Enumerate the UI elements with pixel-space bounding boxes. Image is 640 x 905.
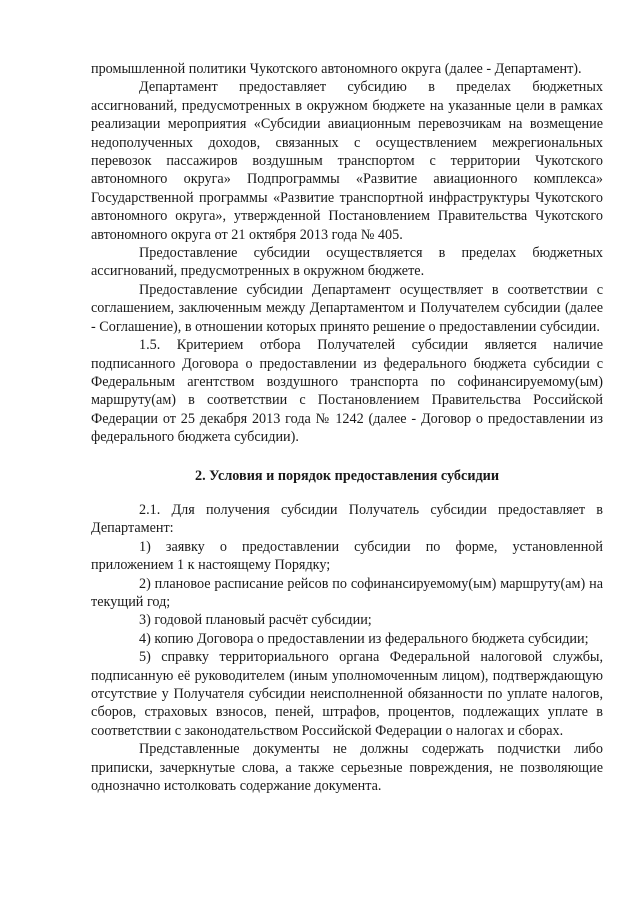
paragraph-subsidy-limits: Предоставление субсидии осуществляется в пределах бюджетных ассигнований, предусмотренных в окружном бюджете. <box>91 245 603 280</box>
paragraph-criterion-1-5: 1.5. Критерием отбора Получателей субсидии является наличие подписанного Договора о предоставлении из федерального бюджета субсидии с Федеральным агентством воздушного транспорта по софинансируемому(ым) маршруту(ам) в соответствии с Постановлением Правительства Российской Федерации от 25 декабря 2013 года № 1242 (далее - Договор о предоставлении из федерального бюджета субсидии). <box>91 337 603 446</box>
list-item-schedule: 2) плановое расписание рейсов по софинансируемому(ым) маршруту(ам) на текущий год; <box>91 575 603 610</box>
section-heading: 2. Условия и порядок предоставления субсидии <box>194 467 500 484</box>
paragraph-department-definition: промышленной политики Чукотского автономного округа (далее - Департамент). <box>91 61 582 77</box>
list-item-calculation: 3) годовой плановый расчёт субсидии; <box>139 612 372 629</box>
paragraph-2-1-intro: 2.1. Для получения субсидии Получатель субсидии предоставляет в Департамент: <box>91 501 603 537</box>
paragraph-document-requirements: Представленные документы не должны содержать подчистки либо приписки, зачеркнутые слова, а также серьезные повреждения, не позволяющие однозначно истолковать содержание документа. <box>91 741 603 795</box>
list-item-contract-copy: 4) копию Договора о предоставлении из федерального бюджета субсидии; <box>139 630 589 647</box>
list-item-application: 1) заявку о предоставлении субсидии по форме, установленной приложением 1 к настоящему Порядку; <box>91 538 603 574</box>
list-item-tax-certificate: 5) справку территориального органа Федеральной налоговой службы, подписанную её руководителем (иным уполномоченным лицом), подтверждающую отсутствие у Получателя субсидии неисполненной обязанности по уплате налогов, сборов, страховых взносов, пеней, штрафов, процентов, подлежащих уплате в соответствии с законодательством Российской Федерации о налогах и сборах. <box>91 649 603 739</box>
paragraph-agreement: Предоставление субсидии Департамент осуществляет в соответствии с соглашением, заключенным между Департаментом и Получателем субсидии (далее - Соглашение), в отношении которых принято решение о предоставлении субсидии. <box>91 281 603 335</box>
document-body <box>91 60 603 795</box>
paragraph-subsidy-budget: Департамент предоставляет субсидию в пределах бюджетных ассигнований, предусмотренных в окружном бюджете на указанные цели в рамках реализации мероприятия «Субсидии авиационным перевозчикам на возмещение недополученных доходов, связанных с осуществлением межрегиональных перевозок пассажиров воздушным транспортом с территории Чукотского автономного округа» Подпрограммы «Развитие авиационного комплекса» Государственной программы «Развитие транспортной инфраструктуры Чукотского автономного округа», утвержденной Постановлением Правительства Чукотского автономного округа от 21 октября 2013 года № 405. <box>91 79 603 243</box>
